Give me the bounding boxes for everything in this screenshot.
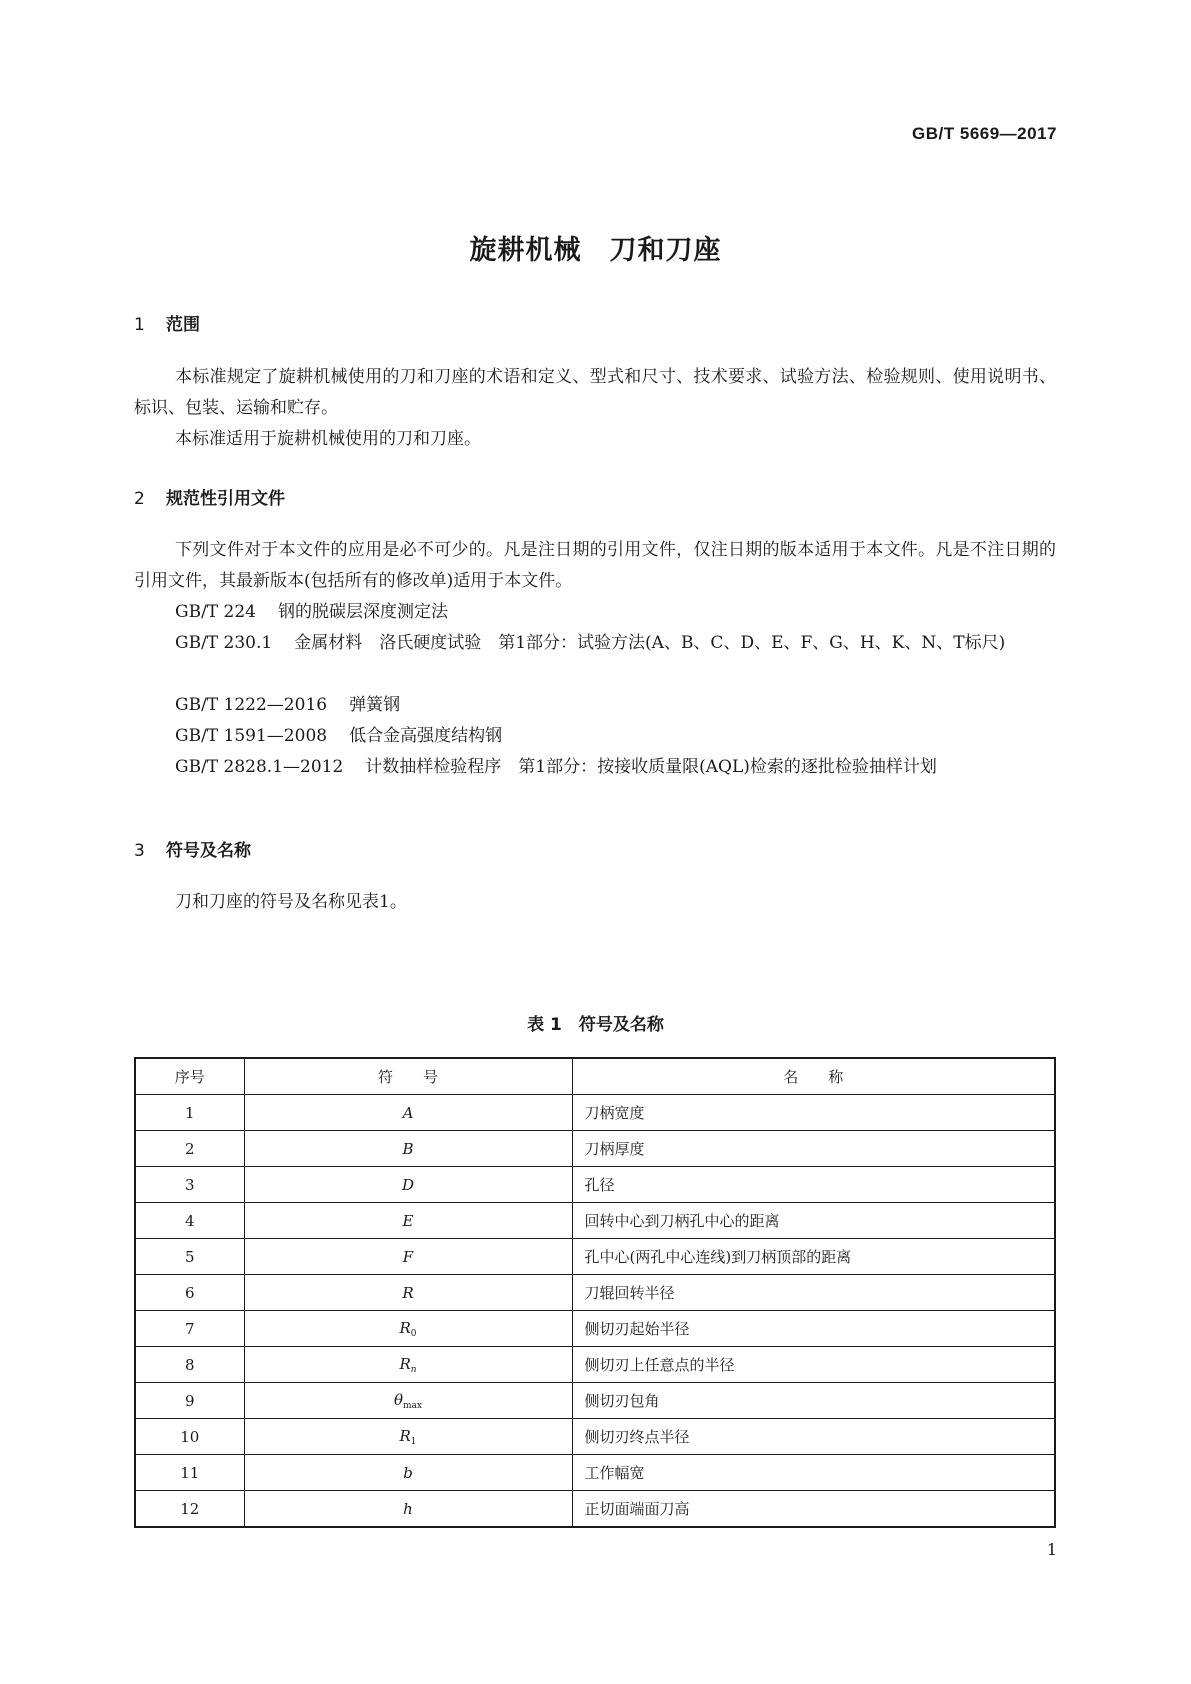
section-title: 符号及名称 bbox=[166, 841, 251, 861]
reference-title: 计数抽样检验程序 第1部分：按接收质量限(AQL)检索的逐批检验抽样计划 bbox=[365, 757, 937, 777]
cell-no: 10 bbox=[135, 1419, 244, 1455]
cell-no: 3 bbox=[135, 1167, 244, 1203]
table-row bbox=[135, 1311, 1055, 1347]
document-title: 旋耕机械 刀和刀座 bbox=[469, 235, 722, 266]
cell-symbol: B bbox=[244, 1131, 572, 1167]
cell-name: 刀辊回转半径 bbox=[572, 1275, 1055, 1311]
cell-no: 5 bbox=[135, 1239, 244, 1275]
cell-name: 侧切刃上任意点的半径 bbox=[572, 1347, 1055, 1383]
cell-symbol: D bbox=[244, 1167, 572, 1203]
page-number: 1 bbox=[1046, 1540, 1057, 1559]
cell-symbol: b bbox=[244, 1455, 572, 1491]
section-title: 范围 bbox=[166, 315, 200, 335]
reference-code: GB/T 1591—2008 bbox=[175, 726, 328, 746]
cell-name: 刀柄宽度 bbox=[572, 1095, 1055, 1131]
cell-name: 侧切刃终点半径 bbox=[572, 1419, 1055, 1455]
reference-code: GB/T 1222—2016 bbox=[175, 695, 328, 715]
reference-title: 弹簧钢 bbox=[349, 695, 401, 715]
cell-no: 6 bbox=[135, 1275, 244, 1311]
cell-symbol: R bbox=[244, 1275, 572, 1311]
cell-name: 工作幅宽 bbox=[572, 1455, 1055, 1491]
cell-symbol: $R_0$ bbox=[244, 1311, 572, 1347]
cell-no: 8 bbox=[135, 1347, 244, 1383]
symbol-subscript: 0 bbox=[410, 1328, 417, 1339]
reference-item bbox=[134, 721, 1056, 752]
cell-no: 11 bbox=[135, 1455, 244, 1491]
table-row bbox=[135, 1131, 1055, 1167]
col-header-name: 名 称 bbox=[572, 1058, 1055, 1095]
section-number: 3 bbox=[134, 841, 145, 861]
cell-symbol: F bbox=[244, 1239, 572, 1275]
cell-no: 7 bbox=[135, 1311, 244, 1347]
col-header-no: 序号 bbox=[135, 1058, 244, 1095]
table-header-row bbox=[135, 1058, 1055, 1095]
table-row bbox=[135, 1347, 1055, 1383]
symbols-table bbox=[134, 1057, 1056, 1528]
scope-applicability: 本标准适用于旋耕机械使用的刀和刀座。 bbox=[175, 429, 481, 449]
table-row bbox=[135, 1455, 1055, 1491]
table-row bbox=[135, 1203, 1055, 1239]
cell-symbol: A bbox=[244, 1095, 572, 1131]
cell-no: 9 bbox=[135, 1383, 244, 1419]
cell-no: 12 bbox=[135, 1491, 244, 1528]
section-number: 2 bbox=[134, 489, 145, 509]
table-row bbox=[135, 1167, 1055, 1203]
cell-no: 2 bbox=[135, 1131, 244, 1167]
table-row bbox=[135, 1383, 1055, 1419]
cell-name: 刀柄厚度 bbox=[572, 1131, 1055, 1167]
cell-symbol: h bbox=[244, 1491, 572, 1528]
reference-item bbox=[134, 628, 1056, 659]
table-row bbox=[135, 1239, 1055, 1275]
table-row bbox=[135, 1419, 1055, 1455]
cell-symbol: $R_1$ bbox=[244, 1419, 572, 1455]
reference-title: 低合金高强度结构钢 bbox=[349, 726, 503, 746]
cell-name: 侧切刃起始半径 bbox=[572, 1311, 1055, 1347]
reference-code: GB/T 230.1 bbox=[175, 633, 273, 653]
cell-symbol: $R_n$ bbox=[244, 1347, 572, 1383]
cell-name: 侧切刃包角 bbox=[572, 1383, 1055, 1419]
scope-paragraph: 本标准规定了旋耕机械使用的刀和刀座的术语和定义、型式和尺寸、技术要求、试验方法、检验规则、使用说明书、标识、包装、运输和贮存。 bbox=[134, 367, 1056, 418]
symbol-subscript: 1 bbox=[410, 1436, 417, 1447]
cell-name: 孔中心(两孔中心连线)到刀柄顶部的距离 bbox=[572, 1239, 1055, 1275]
symbols-intro: 刀和刀座的符号及名称见表1。 bbox=[175, 892, 407, 912]
section-heading-2 bbox=[134, 484, 285, 509]
section-heading-3 bbox=[134, 836, 251, 861]
section-number: 1 bbox=[134, 315, 145, 335]
cell-name: 正切面端面刀高 bbox=[572, 1491, 1055, 1528]
normative-intro: 下列文件对于本文件的应用是必不可少的。凡是注日期的引用文件，仅注日期的版本适用于本文件。凡是不注日期的引用文件，其最新版本(包括所有的修改单)适用于本文件。 bbox=[134, 540, 1056, 591]
cell-no: 4 bbox=[135, 1203, 244, 1239]
table-caption: 表 1 符号及名称 bbox=[527, 1015, 664, 1035]
section-title: 规范性引用文件 bbox=[166, 489, 285, 509]
cell-symbol: E bbox=[244, 1203, 572, 1239]
reference-code: GB/T 224 bbox=[175, 602, 256, 622]
reference-code: GB/T 2828.1—2012 bbox=[175, 757, 344, 777]
table-row bbox=[135, 1491, 1055, 1528]
symbol-subscript: n bbox=[410, 1364, 417, 1375]
reference-title: 金属材料 洛氏硬度试验 第1部分：试验方法(A、B、C、D、E、F、G、H、K、N、T标尺) bbox=[294, 633, 1006, 653]
standard-number: GB/T 5669—2017 bbox=[912, 124, 1057, 143]
cell-symbol: $\theta_{max}$ bbox=[244, 1383, 572, 1419]
cell-no: 1 bbox=[135, 1095, 244, 1131]
table-row bbox=[135, 1095, 1055, 1131]
cell-name: 孔径 bbox=[572, 1167, 1055, 1203]
cell-name: 回转中心到刀柄孔中心的距离 bbox=[572, 1203, 1055, 1239]
col-header-symbol: 符 号 bbox=[244, 1058, 572, 1095]
reference-item bbox=[134, 752, 1056, 783]
reference-item bbox=[134, 597, 1056, 628]
section-heading-1 bbox=[134, 310, 200, 335]
table-row bbox=[135, 1275, 1055, 1311]
reference-item bbox=[134, 690, 1056, 721]
symbol-subscript: max bbox=[403, 1400, 422, 1411]
reference-title: 钢的脱碳层深度测定法 bbox=[278, 602, 448, 622]
